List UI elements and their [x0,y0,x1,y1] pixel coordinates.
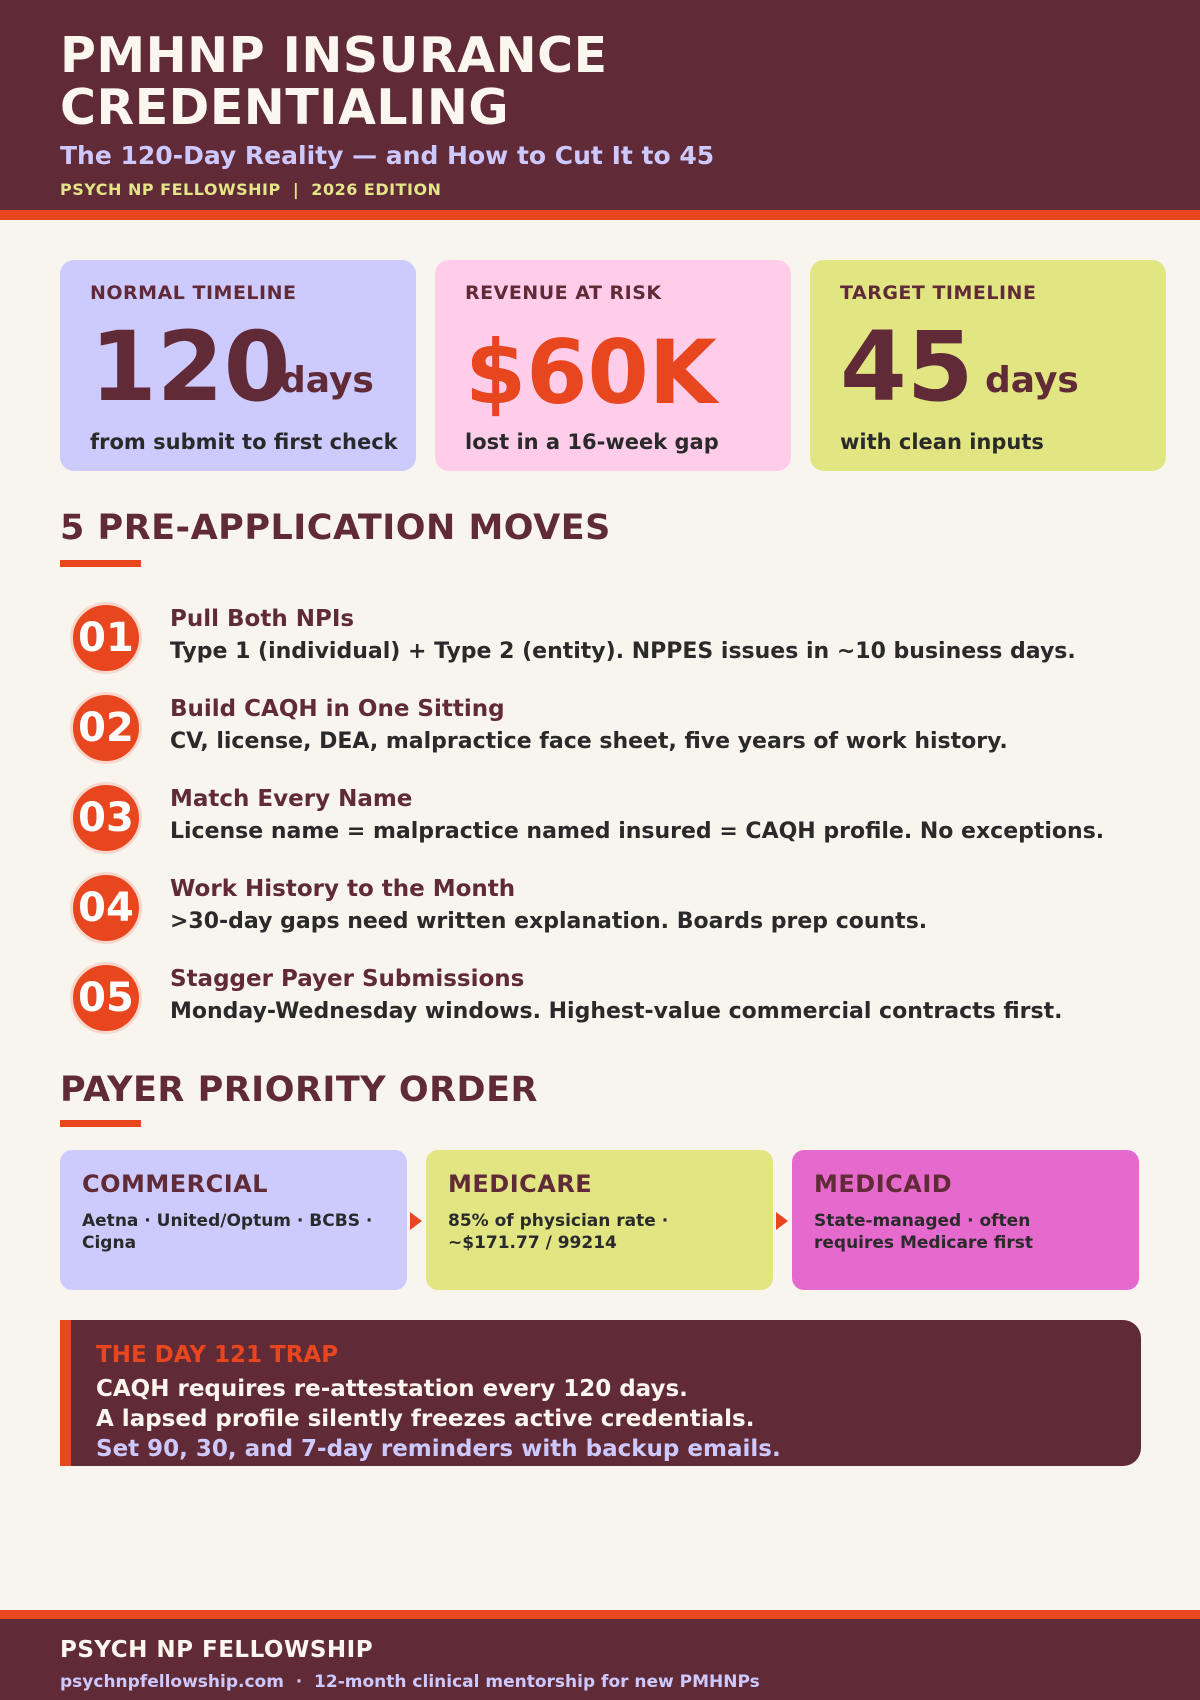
callout-line: CAQH requires re-attestation every 120 days. [96,1376,688,1402]
day-121-trap-callout [60,1320,1141,1466]
stat-description: with clean inputs [840,430,1044,454]
move-title: Pull Both NPIs [170,606,355,632]
payer-description: State-managed · often requires Medicare first [814,1211,1034,1253]
move-description: Monday-Wednesday windows. Highest-value commercial contracts first. [170,999,1063,1024]
payer-description: 85% of physician rate · ~$171.77 / 99214 [448,1211,669,1253]
footer-divider [0,1610,1200,1619]
step-number-badge: 05 [70,962,142,1034]
stat-value: $60K [465,321,717,424]
payer-card-medicare [426,1150,773,1290]
arrow-right-icon [410,1212,422,1230]
stat-description: lost in a 16-week gap [465,430,719,454]
stat-unit: days [985,360,1079,401]
move-title: Build CAQH in One Sitting [170,696,505,722]
stat-unit: days [280,360,374,401]
move-title: Match Every Name [170,786,413,812]
move-item [60,962,1200,1042]
stat-label: TARGET TIMELINE [840,282,1037,304]
payer-section-title: PAYER PRIORITY ORDER [60,1070,538,1110]
header-banner [0,0,1200,210]
page-title: PMHNP INSURANCE CREDENTIALING [60,27,608,136]
section-underline [60,1120,141,1127]
move-description: CV, license, DEA, malpractice face sheet, five years of work history. [170,729,1008,754]
move-description: >30-day gaps need written explanation. Boards prep counts. [170,909,928,934]
arrow-right-icon [776,1212,788,1230]
payer-name: MEDICAID [814,1170,953,1198]
stat-label: NORMAL TIMELINE [90,282,297,304]
callout-highlight-line: Set 90, 30, and 7-day reminders with backup emails. [96,1436,781,1462]
move-description: License name = malpractice named insured = CAQH profile. No exceptions. [170,819,1105,844]
stat-card-target-timeline [810,260,1166,471]
callout-title: THE DAY 121 TRAP [96,1342,339,1368]
stat-value: 45 [840,311,974,423]
moves-section-title: 5 PRE-APPLICATION MOVES [60,508,611,548]
stat-card-normal-timeline [60,260,416,471]
section-underline [60,560,141,567]
move-item [60,602,1200,682]
payer-card-commercial [60,1150,407,1290]
footer-tagline: psychnpfellowship.com · 12-month clinical mentorship for new PMHNPs [60,1672,760,1692]
move-item [60,872,1200,952]
payer-card-medicaid [792,1150,1139,1290]
stat-card-revenue-at-risk [435,260,791,471]
move-title: Stagger Payer Submissions [170,966,525,992]
step-number-badge: 03 [70,782,142,854]
footer-brand: PSYCH NP FELLOWSHIP [60,1637,374,1663]
payer-name: COMMERCIAL [82,1170,269,1198]
move-description: Type 1 (individual) + Type 2 (entity). NPPES issues in ~10 business days. [170,639,1076,664]
payer-name: MEDICARE [448,1170,593,1198]
stat-label: REVENUE AT RISK [465,282,662,304]
edition-tagline: PSYCH NP FELLOWSHIP | 2026 EDITION [60,180,442,199]
page-subtitle: The 120-Day Reality — and How to Cut It to 45 [60,141,715,170]
move-item [60,782,1200,862]
move-title: Work History to the Month [170,876,516,902]
step-number-badge: 04 [70,872,142,944]
stat-description: from submit to first check [90,430,398,454]
footer [0,1619,1200,1700]
stat-value: 120 [90,311,291,423]
move-item [60,692,1200,772]
payer-description: Aetna · United/Optum · BCBS · Cigna [82,1211,373,1253]
step-number-badge: 02 [70,692,142,764]
header-divider [0,210,1200,220]
callout-line: A lapsed profile silently freezes active credentials. [96,1406,755,1432]
step-number-badge: 01 [70,602,142,674]
